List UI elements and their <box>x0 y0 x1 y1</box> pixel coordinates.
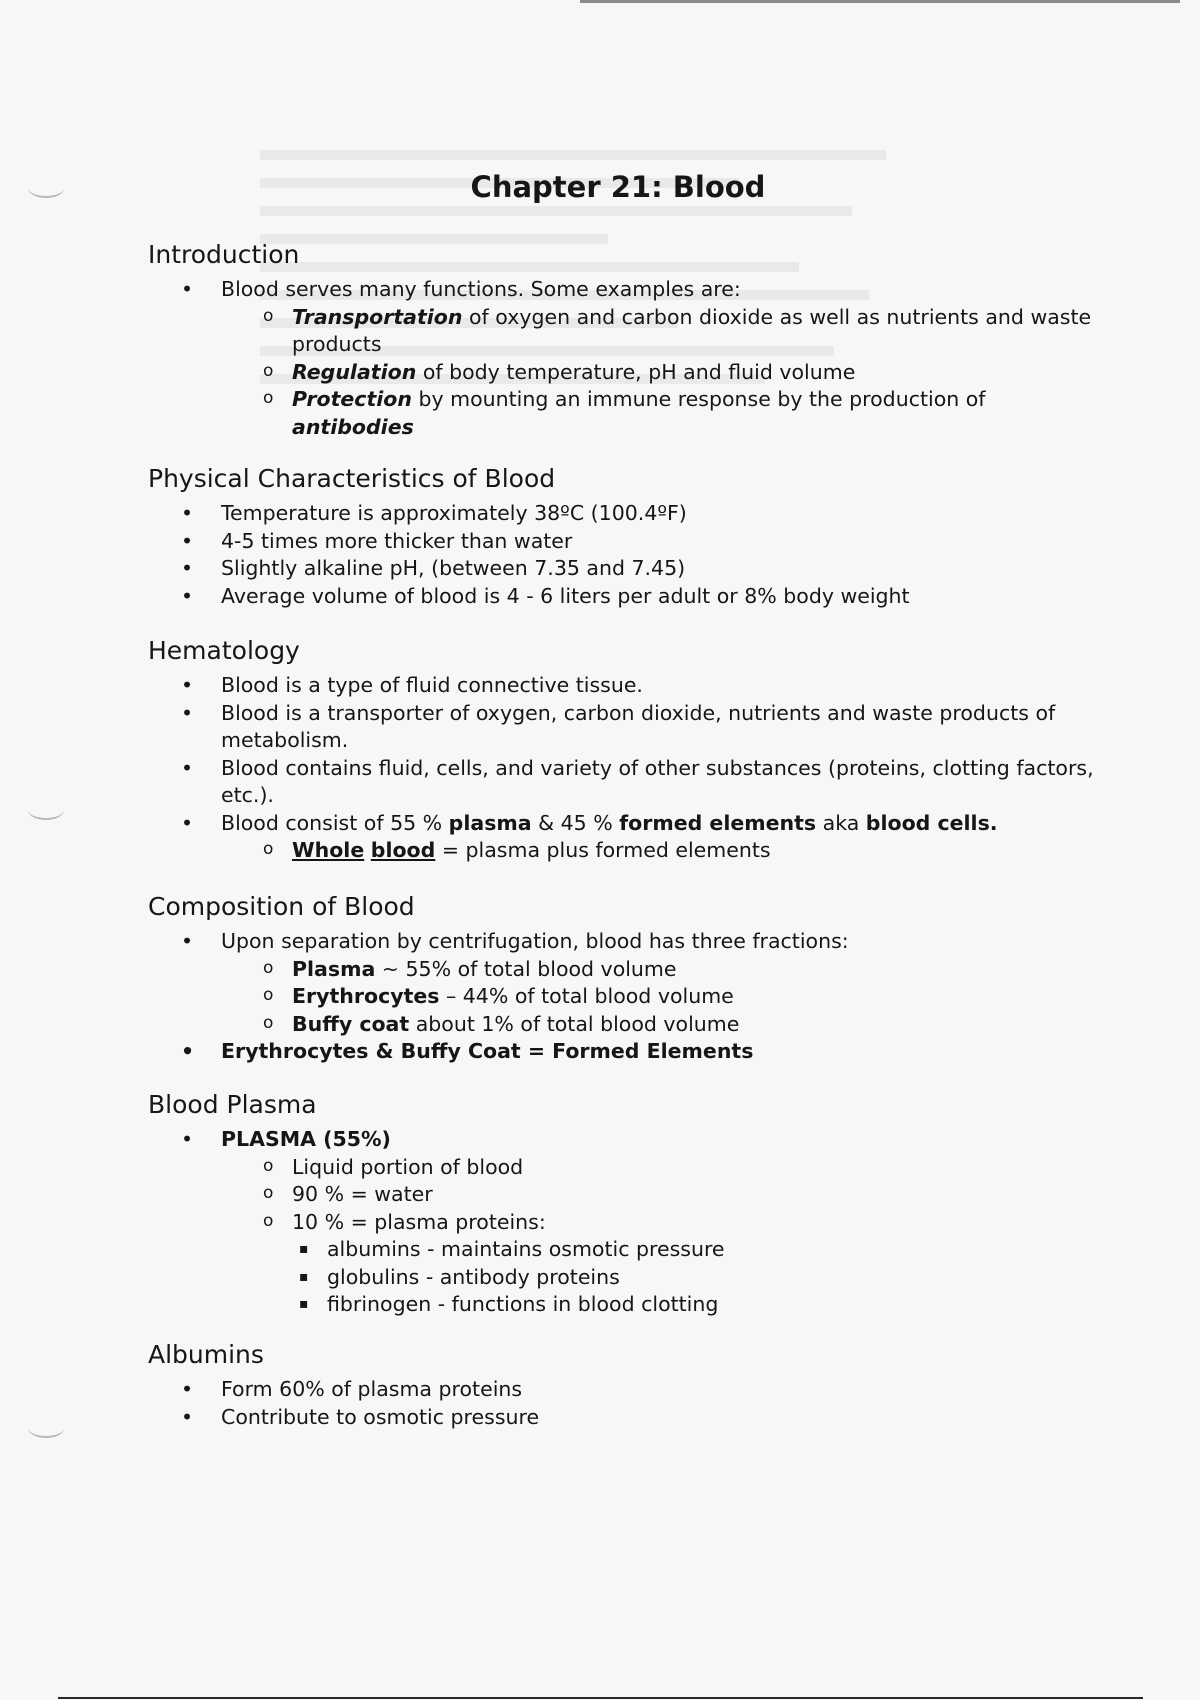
footer-rule <box>58 1697 1143 1699</box>
list-item <box>221 1209 1108 1319</box>
scan-top-edge <box>580 0 1180 3</box>
list-item: • Temperature is approximately 38ºC (100.4ºF) <box>148 500 1108 528</box>
list-item-text: = plasma plus formed elements <box>435 838 771 862</box>
list-item: • Blood contains fluid, cells, and variety of other substances (proteins, clotting factors, etc.). <box>148 755 1108 810</box>
list-item: • Contribute to osmotic pressure <box>148 1404 1108 1432</box>
list-item: • 4-5 times more thicker than water <box>148 528 1108 556</box>
section-albumins <box>148 1338 1108 1431</box>
list-item <box>221 983 1108 1011</box>
list-item-text: about 1% of total blood volume <box>409 1011 740 1036</box>
list-item: ▪ fibrinogen - functions in blood clotting <box>292 1291 1108 1319</box>
punch-hole-mark <box>28 800 64 820</box>
list-item: • Form 60% of plasma proteins <box>148 1376 1108 1404</box>
list-item-text: of body temperature, pH and fluid volume <box>416 359 856 384</box>
list-item: ▪ albumins - maintains osmotic pressure <box>292 1236 1108 1264</box>
section-blood-plasma <box>148 1088 1108 1319</box>
section-heading: Introduction <box>148 240 300 269</box>
term: antibodies <box>292 414 414 439</box>
list-item <box>221 1011 1108 1039</box>
term: PLASMA (55%) <box>221 1127 391 1151</box>
list-item: o Liquid portion of blood <box>221 1154 1108 1182</box>
list-item-text: ~ 55% of total blood volume <box>375 956 677 981</box>
section-heading: Albumins <box>148 1340 264 1369</box>
list-item <box>148 1126 1108 1319</box>
list-item: ▪ globulins - antibody proteins <box>292 1264 1108 1292</box>
list-item <box>148 928 1108 1038</box>
list-item <box>221 837 1108 865</box>
term: Erythrocytes <box>292 984 440 1008</box>
section-heading: Blood Plasma <box>148 1090 317 1119</box>
list-item <box>221 304 1108 359</box>
term: Buffy coat <box>292 1011 410 1036</box>
list-item-text: by mounting an immune response by the production of <box>411 387 986 411</box>
section-introduction <box>148 238 1108 441</box>
list-item-text: Blood consist of 55 % <box>221 810 449 835</box>
term: Protection <box>292 387 412 411</box>
term: Plasma <box>292 956 376 981</box>
list-item-text: Upon separation by centrifugation, blood has three fractions: <box>221 929 849 953</box>
list-item <box>148 276 1108 441</box>
list-item-text: aka <box>816 810 866 835</box>
list-item: • Average volume of blood is 4 - 6 liters per adult or 8% body weight <box>148 583 1108 611</box>
list-item <box>148 810 1108 865</box>
section-composition <box>148 890 1108 1066</box>
term: blood <box>370 838 436 862</box>
section-heading: Composition of Blood <box>148 892 415 921</box>
list-item-text: 10 % = plasma proteins: <box>292 1209 546 1234</box>
term: plasma <box>448 810 532 835</box>
list-item-text: – 44% of total blood volume <box>439 984 734 1008</box>
page-title: Chapter 21: Blood <box>470 170 766 204</box>
list-item <box>221 359 1108 387</box>
list-item <box>221 386 1108 441</box>
term: blood cells. <box>865 810 998 835</box>
list-item: • Blood is a type of fluid connective tissue. <box>148 672 1108 700</box>
section-hematology <box>148 634 1108 865</box>
section-heading: Hematology <box>148 636 300 665</box>
section-physical-characteristics <box>148 462 1108 610</box>
list-item-text: of oxygen and carbon dioxide as well as nutrients and waste products <box>292 304 1092 356</box>
list-item: • Erythrocytes & Buffy Coat = Formed Elements <box>148 1038 1108 1066</box>
list-item-text: & 45 % <box>531 810 620 835</box>
punch-hole-mark <box>28 1418 64 1438</box>
term: Whole <box>292 838 365 862</box>
term: formed elements <box>619 810 817 835</box>
list-item: o 90 % = water <box>221 1181 1108 1209</box>
term: Transportation <box>292 304 463 329</box>
list-item: • Slightly alkaline pH, (between 7.35 and 7.45) <box>148 555 1108 583</box>
list-item-text: Blood serves many functions. Some examples are: <box>221 277 741 301</box>
section-heading: Physical Characteristics of Blood <box>148 464 556 493</box>
term: Regulation <box>292 359 417 384</box>
list-item <box>221 956 1108 984</box>
list-item: • Blood is a transporter of oxygen, carbon dioxide, nutrients and waste products of metabolism. <box>148 700 1108 755</box>
